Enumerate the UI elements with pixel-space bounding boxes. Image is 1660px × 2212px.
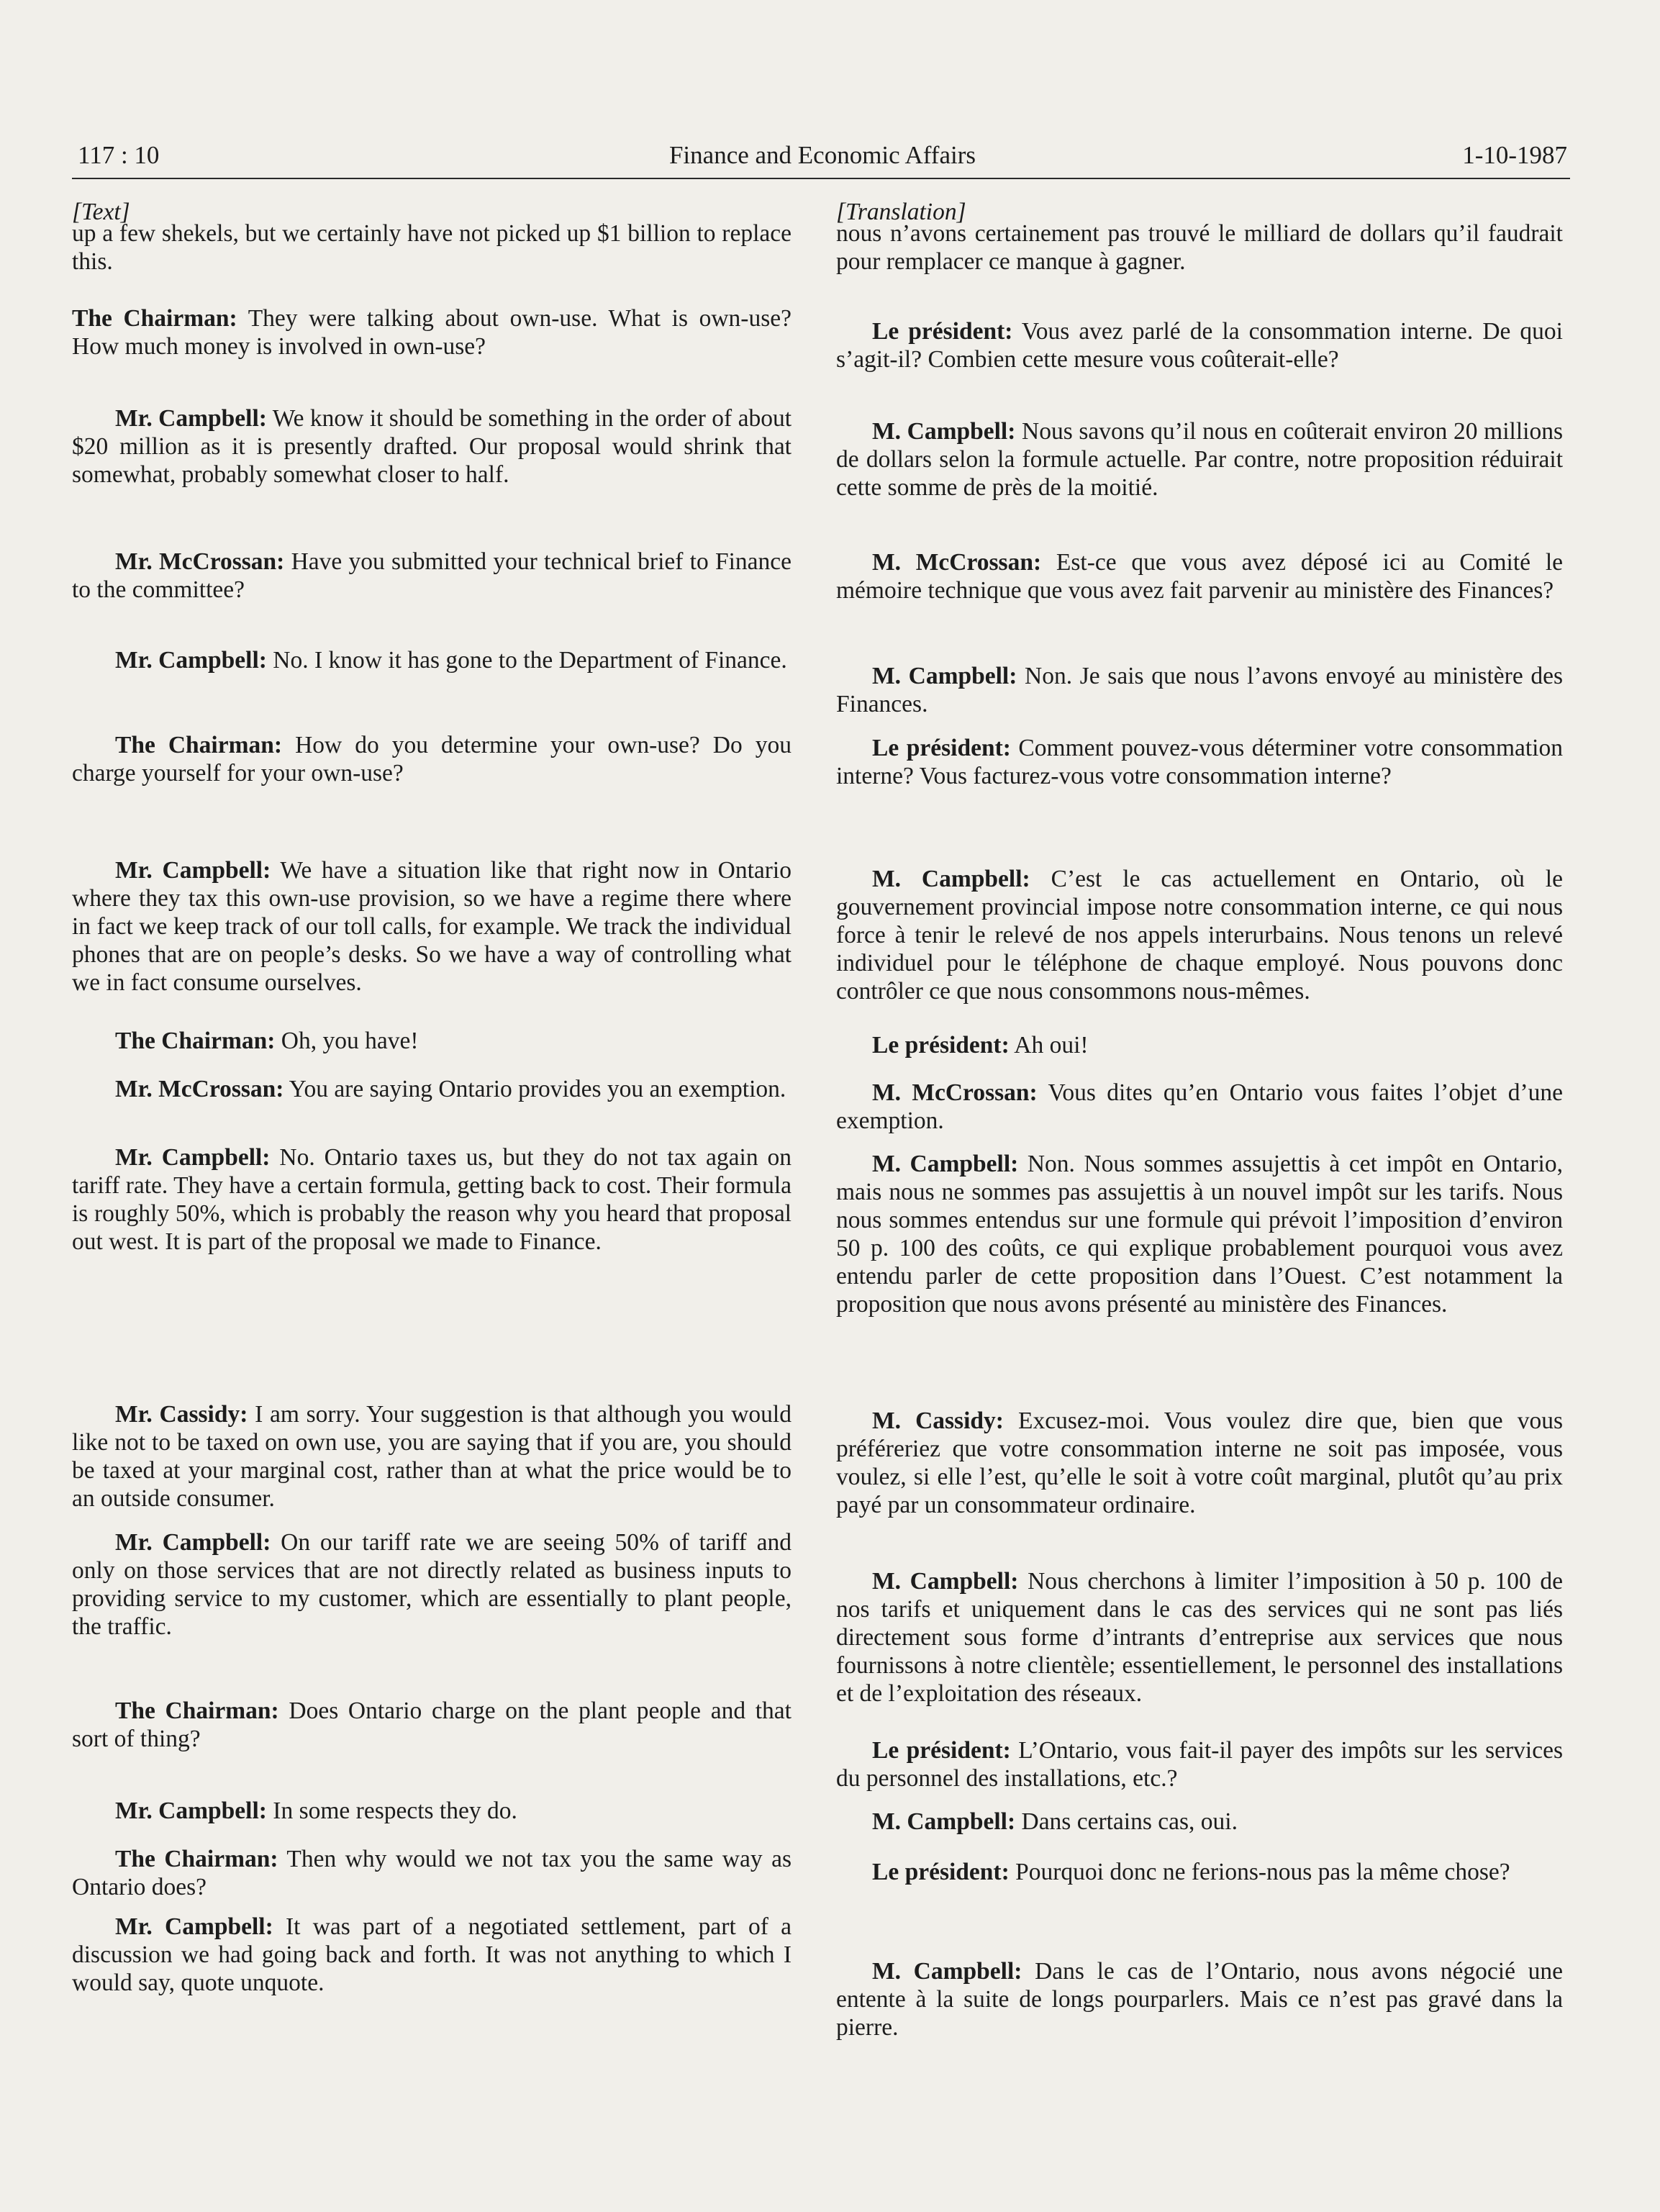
- page-title: Finance and Economic Affairs: [668, 141, 976, 169]
- speech-text: Est-ce que vous avez déposé ici au Comité le mémoire technique que vous avez fait parvenir au ministère des Finances?: [836, 549, 1563, 604]
- speaker-name: The Chairman:: [115, 732, 283, 758]
- speech-text: In some respects they do.: [266, 1798, 517, 1824]
- transcript-paragraph: [72, 1797, 792, 1825]
- speaker-name: Le président:: [872, 318, 1013, 345]
- speaker-name: Mr. McCrossan:: [115, 548, 285, 575]
- speech-text: Non. Nous sommes assujettis à cet impôt en Ontario, mais nous ne sommes pas assujettis à un nouvel impôt sur les tarifs. Nous nous sommes entendus sur une formule qui prévoit l’imposition d’environ 50 p. 100 des coûts, ce qui explique probablement pourquoi vous avez entendu parler de cette proposition dans l’Ouest. C’est notamment la proposition que nous avons présenté au ministère des Finances.: [836, 1151, 1563, 1318]
- speech-text: They were talking about own-use. What is own-use? How much money is involved in own-use?: [72, 305, 792, 360]
- speech-text: Have you submitted your technical brief to Finance to the committee?: [72, 548, 792, 603]
- transcript-paragraph: [836, 734, 1563, 790]
- transcript-paragraph: [836, 1150, 1563, 1318]
- speech-text: nous n’avons certainement pas trouvé le milliard de dollars qu’il faudrait pour remplacer ce manque à gagner.: [836, 220, 1563, 275]
- speech-text: Vous dites qu’en Ontario vous faites l’objet d’une exemption.: [836, 1079, 1563, 1134]
- speech-text: Does Ontario charge on the plant people and that sort of thing?: [72, 1697, 792, 1752]
- transcript-paragraph: [836, 548, 1563, 604]
- transcript-paragraph: [72, 1913, 792, 1997]
- speaker-name: Le président:: [872, 735, 1011, 761]
- speaker-name: M. Campbell:: [872, 1808, 1016, 1835]
- transcript-paragraph: [836, 1031, 1563, 1059]
- transcript-paragraph: [836, 1957, 1563, 2041]
- transcript-paragraph: [72, 1143, 792, 1256]
- speech-text: Nous savons qu’il nous en coûterait environ 20 millions de dollars selon la formule actuelle. Par contre, notre proposition réduirait cette somme de près de la moitié.: [836, 418, 1563, 501]
- speaker-name: Mr. Campbell:: [115, 857, 271, 884]
- transcript-paragraph: [836, 1407, 1563, 1519]
- transcript-paragraph: [72, 548, 792, 604]
- transcript-paragraph: [836, 1736, 1563, 1792]
- speaker-name: Le président:: [872, 1737, 1011, 1764]
- transcript-paragraph: [72, 304, 792, 361]
- transcript-paragraph: [836, 1567, 1563, 1708]
- transcript-paragraph: [836, 1858, 1563, 1886]
- speaker-name: M. Cassidy:: [872, 1408, 1004, 1434]
- transcript-paragraph: [72, 646, 792, 674]
- speech-text: Oh, you have!: [275, 1028, 419, 1054]
- transcript-paragraph: [836, 1079, 1563, 1135]
- speech-text: On our tariff rate we are seeing 50% of tariff and only on those services that are not directly related as business inputs to providing service to my customer, which are essentially to plant people, the traffic.: [72, 1529, 792, 1640]
- transcript-paragraph: [72, 1845, 792, 1901]
- speech-text: Non. Je sais que nous l’avons envoyé au ministère des Finances.: [836, 663, 1563, 717]
- speaker-name: The Chairman:: [115, 1028, 276, 1054]
- speech-text: It was part of a negotiated settlement, part of a discussion we had going back and forth. It was not anything to which I would say, quote unquote.: [72, 1913, 792, 1996]
- speech-text: L’Ontario, vous fait-il payer des impôts sur les services du personnel des installations, etc.?: [836, 1737, 1563, 1792]
- speech-text: We know it should be something in the order of about $20 million as it is presently drafted. Our proposal would shrink that somewhat, probably somewhat closer to half.: [72, 405, 792, 488]
- transcript-paragraph: [72, 1075, 792, 1103]
- speech-text: Excusez-moi. Vous voulez dire que, bien que vous préféreriez que votre consommation interne ne soit pas imposée, vous voulez, si elle l’est, qu’elle le soit à votre coût marginal, plutôt qu’au prix payé par un consommateur ordinaire.: [836, 1408, 1564, 1518]
- speaker-name: M. Campbell:: [872, 663, 1017, 689]
- transcript-paragraph: [836, 219, 1563, 276]
- speaker-name: Mr. McCrossan:: [115, 1076, 284, 1102]
- transcript-paragraph: [836, 662, 1563, 718]
- speech-text: You are saying Ontario provides you an exemption.: [284, 1076, 786, 1102]
- transcript-paragraph: [72, 856, 792, 997]
- transcript-paragraph: [72, 731, 792, 787]
- speech-text: Vous avez parlé de la consommation interne. De quoi s’agit-il? Combien cette mesure vous coûterait-elle?: [836, 318, 1563, 373]
- speaker-name: M. Campbell:: [872, 1958, 1022, 1985]
- transcript-paragraph: [72, 1697, 792, 1753]
- speaker-name: M. Campbell:: [872, 1151, 1019, 1177]
- transcript-paragraph: [72, 219, 792, 276]
- speaker-name: Mr. Cassidy:: [115, 1401, 248, 1428]
- page-date: 1-10-1987: [1462, 141, 1567, 169]
- transcript-paragraph: [72, 1528, 792, 1641]
- speech-text: Then why would we not tax you the same way as Ontario does?: [72, 1846, 792, 1900]
- speaker-name: Le président:: [872, 1859, 1010, 1885]
- speaker-name: The Chairman:: [115, 1846, 278, 1872]
- speech-text: How do you determine your own-use? Do you charge yourself for your own-use?: [72, 732, 792, 787]
- transcript-paragraph: [72, 404, 792, 489]
- speech-text: Nous cherchons à limiter l’imposition à 50 p. 100 de nos tarifs et uniquement dans le cas des services qui ne sont pas liés directement sous forme d’intrants d’entreprise aux services que nous fournissons à notre clientèle; essentiellement, le personnel des installations et de l’exploitation des réseaux.: [836, 1568, 1563, 1707]
- transcript-paragraph: [72, 1400, 792, 1513]
- transcript-paragraph: [836, 1808, 1563, 1836]
- speaker-name: The Chairman:: [72, 305, 237, 332]
- column-label-translation: [Translation]: [836, 199, 966, 225]
- header-rule: [72, 178, 1570, 179]
- speech-text: C’est le cas actuellement en Ontario, où le gouvernement provincial impose notre consommation interne, ce qui nous force à tenir le relevé de nos appels interurbains. Nous tenons un relevé individuel pour le téléphone de chaque employé. Nous pouvons donc contrôler ce que nous consommons nous-mêmes.: [836, 866, 1563, 1005]
- transcript-paragraph: [72, 1027, 792, 1055]
- transcript-paragraph: [836, 317, 1563, 373]
- speaker-name: M. McCrossan:: [872, 1079, 1038, 1106]
- speech-text: Pourquoi donc ne ferions-nous pas la même chose?: [1009, 1859, 1510, 1885]
- speaker-name: M. Campbell:: [872, 418, 1016, 445]
- speech-text: Ah oui!: [1009, 1032, 1089, 1059]
- speech-text: Dans certains cas, oui.: [1015, 1808, 1238, 1835]
- speaker-name: Mr. Campbell:: [115, 1913, 273, 1940]
- speaker-name: M. Campbell:: [872, 866, 1030, 892]
- speaker-name: The Chairman:: [115, 1697, 279, 1724]
- speech-text: up a few shekels, but we certainly have not picked up $1 billion to replace this.: [72, 220, 792, 275]
- speaker-name: Mr. Campbell:: [115, 405, 267, 432]
- speech-text: Dans le cas de l’Ontario, nous avons négocié une entente à la suite de longs pourparlers. Mais ce n’est pas gravé dans la pierre.: [836, 1958, 1563, 2041]
- speaker-name: Mr. Campbell:: [115, 1144, 271, 1171]
- left-column: [72, 198, 792, 1996]
- speaker-name: Mr. Campbell:: [115, 1529, 271, 1556]
- speech-text: I am sorry. Your suggestion is that although you would like not to be taxed on own use, you are saying that if you are, you should be taxed at your marginal cost, rather than at what the price would be to an outside consumer.: [72, 1401, 792, 1512]
- speaker-name: M. McCrossan:: [872, 549, 1042, 576]
- column-label-text: [Text]: [72, 199, 130, 225]
- transcript-paragraph: [836, 417, 1563, 502]
- speaker-name: Le président:: [872, 1032, 1010, 1059]
- page-header: [78, 141, 1567, 177]
- speaker-name: Mr. Campbell:: [115, 647, 267, 674]
- right-column: [836, 198, 1564, 2041]
- page-number: 117 : 10: [78, 141, 160, 169]
- speech-text: No. Ontario taxes us, but they do not tax again on tariff rate. They have a certain formula, getting back to cost. Their formula is roughly 50%, which is probably the reason why you heard that proposal out west. It is part of the proposal we made to Finance.: [72, 1144, 792, 1255]
- speaker-name: Mr. Campbell:: [115, 1798, 267, 1824]
- speech-text: No. I know it has gone to the Department of Finance.: [266, 647, 787, 674]
- speaker-name: M. Campbell:: [872, 1568, 1019, 1595]
- speech-text: Comment pouvez-vous déterminer votre consommation interne? Vous facturez-vous votre consommation interne?: [836, 735, 1563, 789]
- speech-text: We have a situation like that right now in Ontario where they tax this own-use provision, so we have a regime there where in fact we keep track of our toll calls, for example. We track the individual phones that are on people’s desks. So we have a way of controlling what we in fact consume ourselves.: [72, 857, 792, 996]
- transcript-paragraph: [836, 865, 1563, 1005]
